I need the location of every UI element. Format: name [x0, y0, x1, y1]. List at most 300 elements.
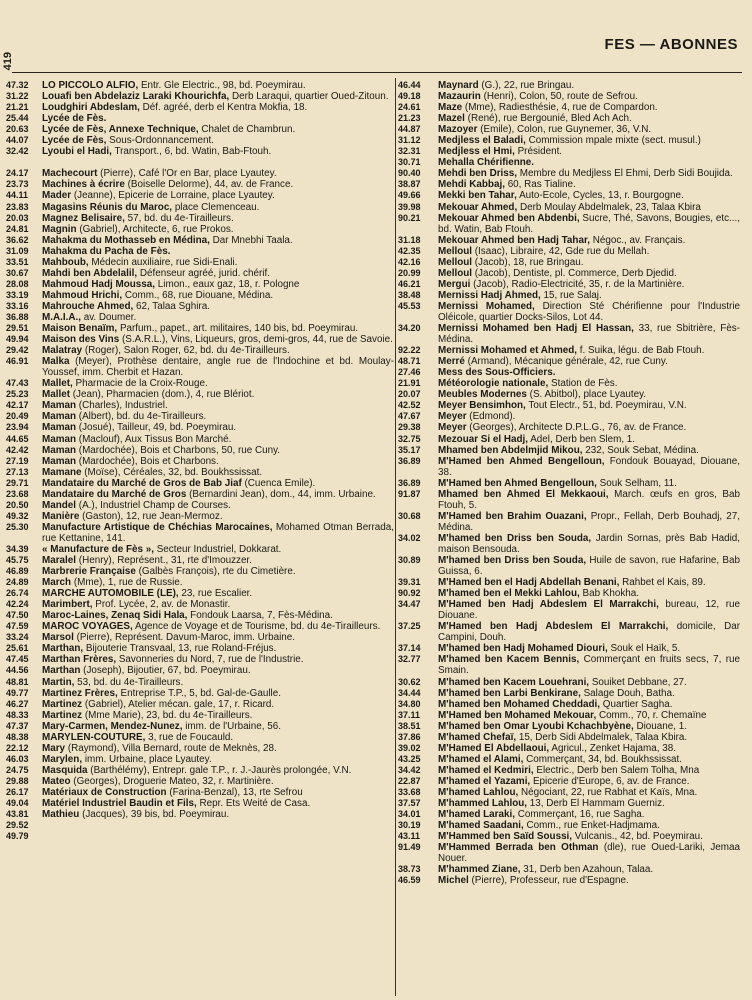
directory-entry: [6, 378, 394, 389]
phone-number: 33.19: [6, 289, 29, 300]
entry-text: [42, 732, 394, 743]
subscriber-name: Mathieu: [42, 809, 80, 821]
entry-text: [42, 588, 394, 599]
phone-number: 46.89: [6, 566, 29, 577]
directory-entry: [398, 643, 740, 654]
phone-number: 32.75: [398, 433, 421, 444]
subscriber-detail: (Jeanne), Epicerie de Lorraine, place Lyautey.: [73, 190, 275, 202]
subscriber-detail: Commerçant en fruits secs, 7, rue Smain.: [438, 654, 740, 677]
subscriber-detail: Bab Khokha.: [582, 588, 640, 600]
phone-number: 21.21: [6, 102, 29, 113]
phone-number: 28.08: [6, 278, 29, 289]
entry-text: [438, 588, 740, 599]
subscriber-name: Mallet: [42, 389, 70, 401]
phone-number: 25.61: [6, 643, 29, 654]
subscriber-detail: (Moïse), Céréales, 32, bd. Boukhssissat.: [84, 466, 263, 478]
subscriber-name: M'hamed ben Mohamed Cheddadi,: [438, 698, 601, 710]
entry-text: [42, 699, 394, 710]
entry-text: [438, 113, 740, 124]
entry-text: [438, 124, 740, 135]
directory-entry: [6, 91, 394, 102]
directory-entry: [6, 643, 394, 654]
directory-entry: [6, 456, 394, 467]
subscriber-name: Manière: [42, 510, 80, 522]
subscriber-detail: Commerçant, 34, bd. Boukhssissat.: [526, 753, 683, 765]
phone-number: 48.33: [6, 709, 29, 720]
phone-number: 24.89: [6, 577, 29, 588]
subscriber-detail: bureau, 12, rue Diouane.: [438, 599, 741, 622]
directory-entry: [398, 422, 740, 433]
phone-number: 20.49: [6, 411, 29, 422]
phone-number: 36.88: [6, 311, 29, 322]
subscriber-name: Marsol: [42, 632, 74, 644]
subscriber-detail: (Joseph), Bijoutier, 67, bd. Poeymirau.: [83, 665, 251, 677]
phone-number: 44.07: [6, 135, 29, 146]
directory-entry: [6, 345, 394, 356]
subscriber-name: Marimbert,: [42, 599, 93, 611]
entry-text: [42, 445, 394, 456]
subscriber-detail: Chalet de Chambrun.: [201, 124, 296, 136]
entry-text: [42, 389, 394, 400]
entry-text: [42, 754, 394, 765]
directory-entry: [398, 489, 740, 511]
entry-text: [42, 411, 394, 422]
directory-entry: [398, 577, 740, 588]
subscriber-detail: (Jacques), 39 bis, bd. Poeymirau.: [82, 809, 230, 821]
entry-text: [42, 776, 394, 787]
entry-text: [42, 213, 394, 224]
entry-text: [438, 643, 740, 654]
phone-number: 44.56: [6, 665, 29, 676]
subscriber-detail: (Pierre), Représent. Davum-Maroc, imm. Urbaine.: [76, 632, 295, 644]
subscriber-detail: Fondouk Bouayad, Diouane, 38.: [438, 455, 740, 478]
phone-number: 91.87: [398, 488, 421, 499]
entry-text: [438, 787, 740, 798]
entry-text: [438, 179, 740, 190]
phone-number: 49.32: [6, 510, 29, 521]
subscriber-name: M'hamed ben el Mekki Lahlou,: [438, 588, 580, 600]
phone-number: 29.51: [6, 323, 29, 334]
subscriber-detail: Secteur Industriel, Dokkarat.: [156, 543, 282, 555]
subscriber-name: Mandel: [42, 499, 77, 511]
entry-text: [42, 721, 394, 732]
entry-text: [438, 875, 740, 886]
directory-entry: [6, 434, 394, 445]
subscriber-name: M'hamed Laraki,: [438, 809, 515, 821]
entry-text: [438, 146, 740, 157]
entry-text: [438, 378, 740, 389]
entry-text: [438, 710, 740, 721]
subscriber-name: Magasins Réunis du Maroc,: [42, 201, 173, 213]
subscriber-detail: f. Suika, légu. de Bab Ftouh.: [579, 345, 705, 357]
phone-number: 90.92: [398, 588, 421, 599]
subscriber-name: Mergui: [438, 278, 471, 290]
directory-entry: [6, 190, 394, 201]
subscriber-detail: (Mme), Radiesthésie, 4, rue de Compardon.: [464, 102, 658, 114]
subscriber-detail: Souk el Haïk, 5.: [610, 643, 681, 655]
phone-number: 25.44: [6, 113, 29, 124]
directory-entry: [398, 677, 740, 688]
subscriber-name: M'hamed ben Kacem Louehrani,: [438, 676, 590, 688]
phone-number: 23.68: [6, 488, 29, 499]
subscriber-detail: (dle), rue Oued-Lariki, Jemaa Nouer.: [438, 842, 741, 865]
directory-entry: [6, 257, 394, 268]
subscriber-detail: Fondouk Laarsa, 7, Fès-Médina.: [190, 610, 333, 622]
subscriber-name: March: [42, 577, 72, 589]
entry-text: [42, 599, 394, 610]
phone-number: 30.19: [398, 820, 421, 831]
subscriber-name: Maman: [42, 400, 77, 412]
entry-text: [42, 577, 394, 588]
directory-entry: [398, 456, 740, 478]
subscriber-name: Mahakma du Pacha de Fès.: [42, 245, 171, 257]
directory-entry: [6, 522, 394, 544]
entry-text: [42, 688, 394, 699]
entry-text: [42, 677, 394, 688]
subscriber-detail: (Galbès François), rte du Cimetière.: [138, 566, 296, 578]
subscriber-detail: Tout Electr., 51, bd. Poeymirau, V.N.: [528, 400, 687, 412]
directory-entry: [6, 334, 394, 345]
subscriber-name: M'Hamed ben Ahmed Bengelloun,: [438, 477, 597, 489]
directory-entry: [6, 467, 394, 478]
phone-number: 24.75: [6, 764, 29, 775]
entry-text: [438, 798, 740, 809]
phone-number: 29.38: [398, 422, 421, 433]
directory-entry: [6, 80, 394, 91]
entry-text: [42, 378, 394, 389]
subscriber-detail: Entr. Gle Electric., 98, bd. Poeymirau.: [140, 80, 306, 91]
phone-number: 20.50: [6, 499, 29, 510]
subscriber-name: Meyer Bensimhon,: [438, 400, 526, 412]
phone-number: 90.40: [398, 168, 421, 179]
directory-entry: [6, 124, 394, 135]
directory-entry: [398, 113, 740, 124]
phone-number: 47.37: [6, 720, 29, 731]
phone-number: 33.16: [6, 300, 29, 311]
subscriber-detail: Derb Laraqui, quartier Oued-Zitoun.: [232, 91, 389, 103]
phone-number: 44.11: [6, 190, 29, 201]
phone-number: 37.86: [398, 731, 421, 742]
entry-text: [438, 831, 740, 842]
subscriber-detail: av. Doumer.: [83, 311, 137, 323]
subscriber-detail: Diouane, 1.: [636, 720, 687, 732]
subscriber-detail: (Meyer), Prothèse dentaire, angle rue de l'Indochine et bd. Moulay-Youssef, imm. Cherbit et Hazan.: [42, 356, 395, 379]
entry-text: [42, 798, 394, 809]
entry-text: [42, 489, 394, 500]
directory-entry: [398, 864, 740, 875]
phone-number: 34.20: [398, 323, 421, 334]
directory-entry: [6, 776, 394, 787]
subscriber-detail: imm. de l'Urbaine, 56.: [185, 720, 281, 732]
phone-number: 48.71: [398, 356, 421, 367]
subscriber-name: Meyer: [438, 422, 467, 434]
directory-entry: [6, 665, 394, 676]
subscriber-name: Louafi ben Abdelaziz Laraki Khourichfa,: [42, 91, 230, 103]
directory-entry: [398, 257, 740, 268]
subscriber-detail: 13, Derb El Hammam Guerniz.: [529, 798, 665, 810]
directory-entry: [398, 688, 740, 699]
entry-text: [42, 743, 394, 754]
directory-entry: [6, 356, 394, 378]
subscriber-name: M'Hammed ben Saïd Soussi,: [438, 831, 573, 843]
subscriber-detail: 60, Ras Tialine.: [507, 179, 576, 191]
subscriber-name: Mekouar Ahmed ben Abdenbi,: [438, 212, 580, 224]
entry-text: [42, 710, 394, 721]
subscriber-detail: place Clemenceau.: [174, 201, 260, 213]
subscriber-detail: Adel, Derb ben Slem, 1.: [530, 433, 636, 445]
directory-entry: [398, 279, 740, 290]
subscriber-detail: Défenseur agréé, jurid. chérif.: [139, 267, 270, 279]
subscriber-name: Mary-Carmen, Mendez-Nunez,: [42, 720, 183, 732]
directory-entry: [6, 411, 394, 422]
phone-number: 47.45: [6, 654, 29, 665]
subscriber-detail: (Pierre), Professeur, rue d'Espagne.: [471, 875, 629, 887]
subscriber-name: Medjless el Hmi,: [438, 146, 515, 158]
directory-entry: [6, 135, 394, 146]
subscriber-name: Marylen,: [42, 753, 83, 765]
phone-number: 46.03: [6, 753, 29, 764]
phone-number: 90.21: [398, 212, 421, 223]
directory-entry: [6, 787, 394, 798]
phone-number: 29.88: [6, 775, 29, 786]
subscriber-name: Mernissi Mohamed et Ahmed,: [438, 345, 578, 357]
subscriber-detail: Transport., 6, bd. Watin, Bab-Ftouh.: [114, 146, 272, 158]
phone-number: 36.62: [6, 234, 29, 245]
directory-entry: [6, 146, 394, 157]
entry-text: [42, 312, 394, 323]
subscriber-detail: 33, rue Sbitrière, Fès-Médina.: [438, 323, 740, 346]
entry-text: [438, 765, 740, 776]
directory-entry: [6, 654, 394, 665]
phone-number: 20.63: [6, 124, 29, 135]
subscriber-detail: 23, rue Escalier.: [181, 588, 253, 600]
entry-text: [42, 246, 394, 257]
entry-text: [438, 367, 740, 378]
entry-text: [42, 235, 394, 246]
phone-number: 49.18: [398, 91, 421, 102]
subscriber-detail: Souiket Debbane, 27.: [591, 676, 687, 688]
subscriber-detail: (Edmond).: [469, 411, 516, 423]
subscriber-name: Maison Benaïm,: [42, 323, 118, 335]
subscriber-detail: (Jean), Pharmacien (dom.), 4, rue Blériot.: [72, 389, 255, 401]
phone-number: 47.59: [6, 621, 29, 632]
directory-entry: [398, 831, 740, 842]
phone-number: 30.62: [398, 676, 421, 687]
subscriber-detail: Comm., 70, r. Chemaïne: [598, 709, 707, 721]
directory-entry: [6, 400, 394, 411]
entry-text: [42, 422, 394, 433]
phone-number: 38.51: [398, 720, 421, 731]
entry-text: [438, 168, 740, 179]
subscriber-name: Melloul: [438, 245, 473, 257]
subscriber-detail: 232, Souk Sebat, Médina.: [585, 444, 699, 456]
subscriber-detail: Agricul., Zenket Hajama, 38.: [551, 742, 676, 754]
entry-text: [42, 765, 394, 776]
subscriber-name: Mernissi Hadj Ahmed,: [438, 289, 541, 301]
directory-entry: [398, 478, 740, 489]
phone-number: 43.25: [398, 753, 421, 764]
phone-number: 42.24: [6, 599, 29, 610]
subscriber-detail: Auto-Ecole, Cycles, 13, r. Bourgogne.: [519, 190, 684, 202]
directory-entry: [398, 842, 740, 864]
directory-entry: [398, 124, 740, 135]
phone-number: 42.42: [6, 444, 29, 455]
phone-number: 38.73: [398, 864, 421, 875]
phone-number: 49.94: [6, 334, 29, 345]
entry-text: [438, 434, 740, 445]
directory-entry: [398, 268, 740, 279]
subscriber-name: M'Hamed ben Ahmed Bengelloun,: [438, 455, 605, 467]
entry-text: [438, 257, 740, 268]
subscriber-detail: Limon., eaux gaz, 18, r. Pologne: [157, 278, 300, 290]
page-number: 419: [2, 52, 14, 71]
subscriber-detail: Souk Selham, 11.: [599, 477, 677, 489]
entry-text: [438, 279, 740, 290]
subscriber-name: Matériaux de Construction: [42, 787, 167, 798]
subscriber-name: Maman: [42, 444, 77, 456]
directory-entry: [398, 400, 740, 411]
directory-entry: [6, 743, 394, 754]
directory-entry: [6, 588, 394, 599]
entry-text: [438, 743, 740, 754]
phone-number: 46.27: [6, 698, 29, 709]
entry-text: [42, 124, 394, 135]
subscriber-detail: (Maclouf), Aux Tissus Bon Marché.: [78, 433, 232, 445]
subscriber-detail: Commerçant, 16, rue Sagha.: [517, 809, 645, 821]
subscriber-name: Mazaurin: [438, 91, 481, 103]
directory-entry: [398, 146, 740, 157]
entry-text: [438, 411, 740, 422]
subscriber-detail: Huile de savon, rue Hafarine, Bab Guissa, 6.: [438, 555, 740, 578]
phone-number: 44.65: [6, 433, 29, 444]
phone-number: 22.12: [6, 742, 29, 753]
phone-number: 45.53: [398, 300, 421, 311]
entry-text: [438, 235, 740, 246]
directory-entry: [6, 301, 394, 312]
directory-entry: [6, 445, 394, 456]
subscriber-name: Mekouar Ahmed ben Hadj Tahar,: [438, 234, 590, 246]
entry-text: [438, 677, 740, 688]
directory-entry: [6, 235, 394, 246]
subscriber-detail: Salage Douh, Batha.: [583, 687, 675, 699]
directory-entry: [6, 610, 394, 621]
phone-number: 49.04: [6, 798, 29, 809]
subscriber-detail: (Roger), Salon Roger, 62, bd. du 4e-Tirailleurs.: [84, 345, 290, 357]
directory-entry: [6, 555, 394, 566]
entry-text: [42, 632, 394, 643]
entry-text: [42, 555, 394, 566]
subscriber-name: Maroc-Laines, Zenaq Sidi Hala,: [42, 610, 188, 622]
subscriber-name: M'hamed ben Driss ben Souda,: [438, 532, 592, 544]
phone-number: 37.57: [398, 798, 421, 809]
phone-number: 26.74: [6, 588, 29, 599]
phone-number: 30.67: [6, 267, 29, 278]
subscriber-detail: 53, bd. du 4e-Tirailleurs.: [77, 676, 184, 688]
directory-entry: [398, 599, 740, 621]
directory-entry: [398, 820, 740, 831]
directory-entry: [398, 511, 740, 533]
directory-entry: [6, 765, 394, 776]
phone-number: 42.16: [398, 256, 421, 267]
subscriber-name: Matériel Industriel Baudin et Fils,: [42, 798, 197, 810]
entry-text: [42, 80, 394, 91]
subscriber-detail: (Georges), Architecte D.P.L.G., 76, av. de France.: [469, 422, 687, 434]
phone-number: 34.39: [6, 543, 29, 554]
phone-number: 31.09: [6, 245, 29, 256]
phone-number: 27.13: [6, 466, 29, 477]
subscriber-detail: (Mardochée), Bois et Charbons.: [78, 455, 219, 467]
subscriber-name: M'hamed el Kedmiri,: [438, 764, 534, 776]
directory-entry: [398, 367, 740, 378]
subscriber-detail: Jardin Sornas, près Bab Hadid, maison Bensouda.: [438, 532, 740, 555]
subscriber-detail: (G.), 22, rue Bringau.: [481, 80, 575, 91]
phone-number: 37.14: [398, 643, 421, 654]
directory-entry: [6, 102, 394, 113]
directory-entry: [398, 190, 740, 201]
entry-text: [438, 478, 740, 489]
directory-entry: [6, 544, 394, 555]
subscriber-name: Mahdi ben Abdelalil,: [42, 267, 138, 279]
directory-entry: [6, 732, 394, 743]
entry-text: [438, 688, 740, 699]
directory-entry: [6, 577, 394, 588]
subscriber-name: Mamane: [42, 466, 82, 478]
phone-number: 20.99: [398, 267, 421, 278]
phone-number: 47.67: [398, 411, 421, 422]
entry-text: [42, 456, 394, 467]
subscriber-detail: imm. Urbaine, place Lyautey.: [84, 753, 212, 765]
entry-text: [42, 478, 394, 489]
subscriber-name: Manufacture Artistique de Chéchias Marocaines,: [42, 521, 273, 533]
subscriber-name: Mahmoud Hrichi,: [42, 289, 123, 301]
subscriber-detail: Membre du Medjless El Ehmi, Derb Sidi Boujida.: [519, 168, 733, 180]
phone-number: 49.77: [6, 687, 29, 698]
entry-text: [438, 621, 740, 643]
directory-entry: [6, 422, 394, 433]
phone-number: 47.43: [6, 378, 29, 389]
phone-number: 23.83: [6, 201, 29, 212]
entry-text: [42, 787, 394, 798]
entry-text: [438, 301, 740, 323]
entry-text: [438, 809, 740, 820]
subscriber-name: M'hamed ben Hadj Mohamed Diouri,: [438, 643, 608, 655]
entry-text: [438, 213, 740, 235]
directory-entry: [6, 754, 394, 765]
entry-text: [42, 190, 394, 201]
subscriber-name: Maman: [42, 422, 77, 434]
phone-number: 20.07: [398, 389, 421, 400]
directory-entry: [6, 312, 394, 323]
directory-entry: [6, 599, 394, 610]
subscriber-detail: (A.), Industriel Champ de Courses.: [78, 499, 231, 511]
subscriber-detail: Derb Moulay Abdelmalek, 23, Talaa Kbira: [519, 201, 701, 213]
subscriber-name: Marbrerie Française: [42, 566, 136, 578]
subscriber-detail: (Cuenca Emile).: [244, 477, 316, 489]
subscriber-detail: (Mme), 1, rue de Russie.: [73, 577, 183, 589]
subscriber-name: M'hamed Chefaï,: [438, 731, 517, 743]
phone-number: 34.47: [398, 599, 421, 610]
subscriber-detail: (Josué), Tailleur, 49, bd. Poeymirau.: [78, 422, 237, 434]
entry-text: [438, 91, 740, 102]
subscriber-name: Magnez Belisaire,: [42, 212, 125, 224]
phone-number: 49.79: [6, 831, 29, 842]
subscriber-name: Meyer: [438, 411, 467, 423]
subscriber-name: Meubles Modernes: [438, 389, 527, 401]
entry-text: [438, 489, 740, 511]
entry-text: [42, 345, 394, 356]
phone-number: 34.44: [398, 687, 421, 698]
subscriber-detail: (Boiselle Delorme), 44, av. de France.: [127, 179, 294, 191]
